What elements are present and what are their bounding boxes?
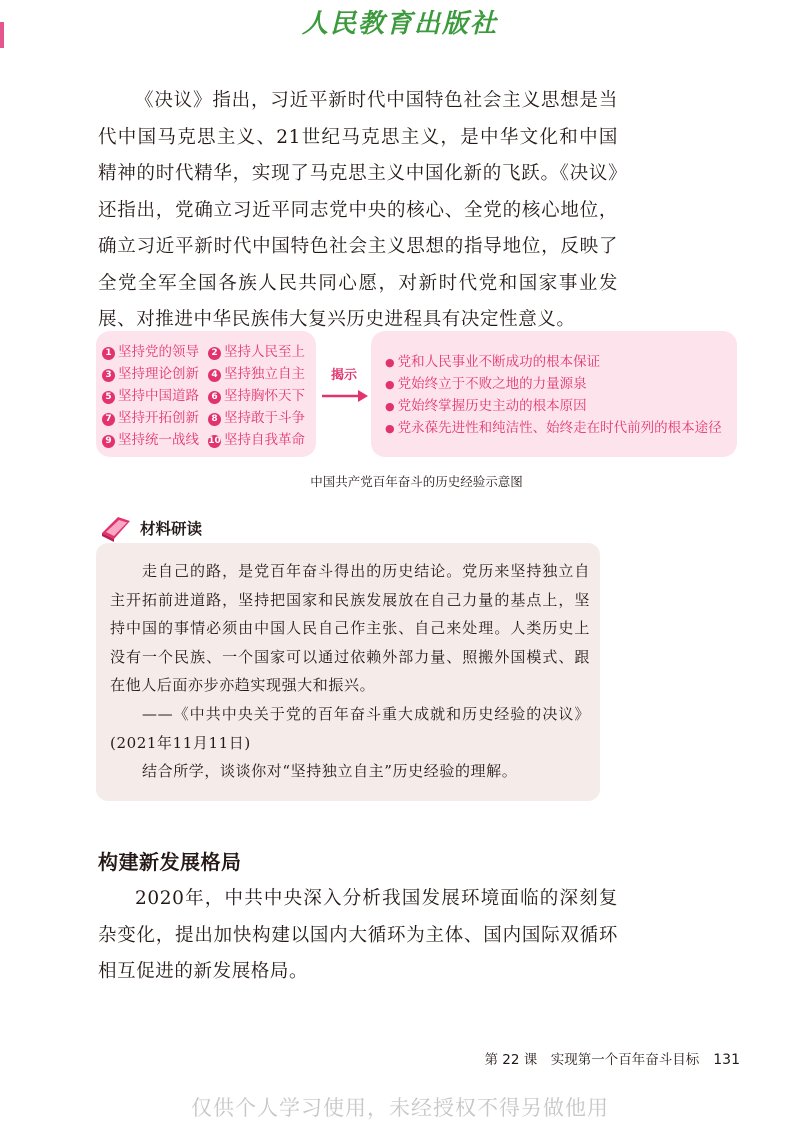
number-badge: 4 (208, 369, 221, 382)
principle-label: 坚持独立自主 (224, 366, 305, 382)
number-badge: 9 (102, 435, 115, 448)
principle-item (208, 428, 305, 452)
principles-row (102, 340, 316, 364)
revelation-item (385, 373, 587, 396)
revelations-box (371, 331, 737, 457)
bullet-icon: ● (385, 356, 395, 369)
body-paragraph-development: 2020年，中共中央深入分析我国发展环境面临的深刻复杂变化，提出加快构建以国内大循环为主体、国内国际双循环相互促进的新发展格局。 (98, 888, 618, 982)
page-number: 131 (713, 1052, 740, 1068)
number-badge: 7 (102, 413, 115, 426)
bullet-icon: ● (385, 378, 395, 391)
principle-item (102, 340, 199, 364)
principle-item (102, 384, 199, 408)
number-badge: 10 (208, 436, 221, 446)
revelation-label: 党始终立于不败之地的力量源泉 (397, 376, 587, 392)
principles-row (102, 384, 316, 408)
principle-label: 坚持开拓创新 (118, 410, 199, 426)
principle-item (208, 406, 305, 430)
revelation-label: 党永葆先进性和纯洁性、始终走在时代前列的根本途径 (397, 420, 722, 436)
principle-label: 坚持中国道路 (118, 388, 199, 404)
revelation-item (385, 417, 722, 440)
principle-item (102, 428, 199, 452)
left-edge-tab (0, 22, 4, 48)
principle-label: 坚持党的领导 (118, 344, 199, 360)
material-body: 走自己的路，是党百年奋斗得出的历史结论。党历来坚持独立自主开拓前进道路，坚持把国家和民族发展放在自己力量的基点上，坚持中国的事情必须由中国人民自己作主张、自己来处理。人类历史上没有一个民族、一个国家可以通过依赖外部力量、照搬外国模式、跟在他人后面亦步亦趋实现强大和振兴。 (110, 562, 590, 694)
principle-item (102, 406, 199, 430)
principle-label: 坚持胸怀天下 (224, 388, 305, 404)
page-footer (440, 1048, 740, 1068)
principles-row (102, 406, 316, 430)
material-box (96, 543, 600, 801)
principle-label: 坚持人民至上 (224, 344, 305, 360)
number-badge: 5 (102, 391, 115, 404)
book-icon (98, 513, 134, 543)
number-badge: 3 (102, 369, 115, 382)
principle-label: 坚持统一战线 (118, 432, 199, 448)
bullet-icon: ● (385, 422, 395, 435)
principles-box (96, 331, 316, 457)
material-source: ——《中共中央关于党的百年奋斗重大成就和历史经验的决议》(2021年11月11日) (110, 705, 590, 752)
principle-item (102, 362, 199, 386)
principles-row (102, 362, 316, 386)
arrow-right-icon (320, 388, 370, 404)
number-badge: 1 (102, 347, 115, 360)
body-paragraph-resolution: 《决议》指出，习近平新时代中国特色社会主义思想是当代中国马克思主义、21世纪马克思主义，是中华文化和中国精神的时代精华，实现了马克思主义中国化新的飞跃。《决议》还指出，党确立习近平同志党中央的核心、全党的核心地位，确立习近平新时代中国特色社会主义思想的指导地位，反映了全党全军全国各族人民共同心愿，对新时代党和国家事业发展、对推进中华民族伟大复兴历史进程具有决定性意义。 (98, 90, 618, 330)
bullet-icon: ● (385, 400, 395, 413)
principles-row (102, 428, 316, 452)
number-badge: 6 (208, 391, 221, 404)
principle-item (208, 340, 305, 364)
lesson-title: 第 22 课 实现第一个百年奋斗目标 (484, 1052, 700, 1068)
revelation-label: 党和人民事业不断成功的根本保证 (397, 354, 601, 370)
reveal-label: 揭示 (330, 368, 357, 383)
diagram-caption: 中国共产党百年奋斗的历史经验示意图 (310, 474, 523, 489)
publisher-logo: 人民教育出版社 (301, 9, 498, 39)
section-heading: 构建新发展格局 (98, 850, 242, 874)
principle-label: 坚持敢于斗争 (224, 410, 305, 426)
principle-item (208, 362, 305, 386)
material-title: 材料研读 (140, 520, 203, 538)
watermark: 仅供个人学习使用，未经授权不得另做他用 (191, 1096, 609, 1120)
number-badge: 8 (208, 413, 221, 426)
material-question: 结合所学，谈谈你对“坚持独立自主”历史经验的理解。 (142, 762, 518, 780)
principle-label: 坚持理论创新 (118, 366, 199, 382)
revelation-item (385, 395, 587, 418)
revelation-label: 党始终掌握历史主动的根本原因 (397, 398, 587, 414)
principle-label: 坚持自我革命 (224, 432, 305, 448)
number-badge: 2 (208, 347, 221, 360)
principle-item (208, 384, 305, 408)
revelation-item (385, 351, 600, 374)
